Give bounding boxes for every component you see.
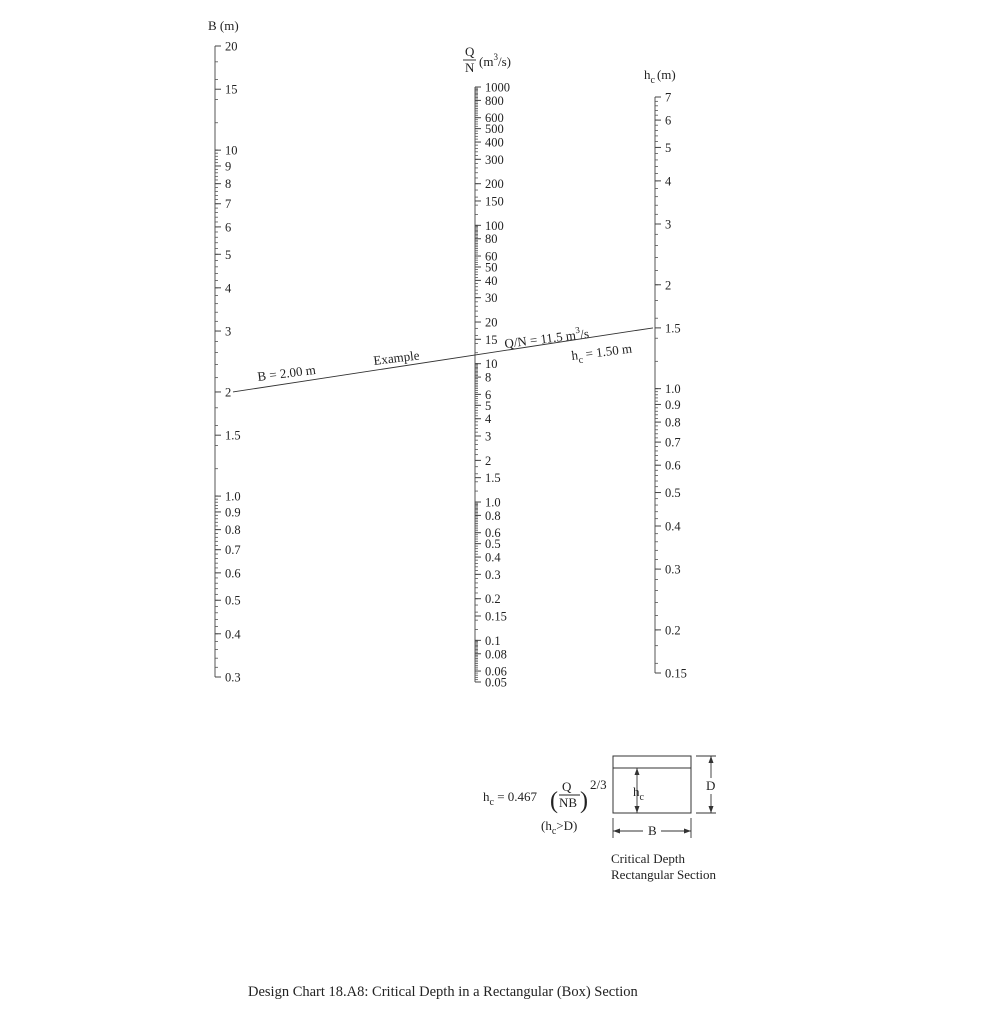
equation-condition: $(h_c>D)$	[541, 818, 578, 837]
rectangular-section-diagram	[611, 756, 717, 882]
b-tick-label: 4	[225, 281, 232, 296]
d-arrow-down-icon	[709, 806, 714, 813]
hc-axis	[655, 91, 687, 681]
b-arrow-left-icon	[613, 829, 620, 834]
equation-close-paren: )	[580, 788, 588, 814]
b-tick-label: 3	[225, 324, 232, 339]
b-tick-label: 0.8	[225, 523, 241, 538]
b-tick-label: 20	[225, 39, 238, 54]
example-qn-label: Q/N = 11.5 $m^3/s$	[503, 324, 590, 351]
qn-tick-label: 10	[485, 357, 498, 372]
hc-tick-label: 0.7	[665, 435, 681, 450]
b-tick-label: 0.4	[225, 627, 241, 642]
qn-axis	[475, 81, 510, 690]
qn-tick-label: 40	[485, 273, 498, 288]
b-tick-label: 8	[225, 177, 232, 192]
qn-tick-label: 0.2	[485, 592, 501, 607]
hc-tick-label: 0.5	[665, 486, 681, 501]
box-section-outline	[613, 756, 691, 813]
hc-tick-label: 7	[665, 90, 672, 105]
qn-tick-label: 15	[485, 332, 498, 347]
qn-tick-label: 20	[485, 315, 498, 330]
equation-lhs: $h_c = 0.467$	[483, 789, 538, 808]
b-tick-label: 0.9	[225, 505, 241, 520]
qn-tick-label: 1000	[485, 80, 510, 95]
b-tick-label: 9	[225, 159, 232, 174]
equation-fraction-numerator: Q	[562, 779, 572, 794]
qn-tick-label: 600	[485, 111, 504, 126]
qn-title-denominator: N	[465, 60, 475, 75]
b-tick-label: 7	[225, 197, 232, 212]
hc-tick-label: 0.3	[665, 562, 681, 577]
qn-tick-label: 50	[485, 260, 498, 275]
qn-tick-label: 0.05	[485, 675, 507, 690]
b-tick-label: 1.5	[225, 428, 241, 443]
qn-tick-label: 0.8	[485, 508, 501, 523]
section-title-line2: Rectangular Section	[611, 867, 717, 882]
hc-tick-label: 1.5	[665, 321, 681, 336]
b-axis	[215, 40, 241, 685]
qn-tick-label: 0.3	[485, 567, 501, 582]
hc-tick-label: 0.2	[665, 623, 681, 638]
qn-tick-label: 200	[485, 177, 504, 192]
hc-tick-label: 0.4	[665, 519, 681, 534]
qn-tick-label: 0.1	[485, 633, 501, 648]
equation-fraction-denominator: NB	[559, 795, 578, 810]
qn-tick-label: 500	[485, 122, 504, 137]
qn-tick-label: 30	[485, 291, 498, 306]
qn-tick-label: 60	[485, 249, 498, 264]
qn-tick-label: 2	[485, 453, 492, 468]
qn-tick-label: 4	[485, 412, 492, 427]
section-hc-label: $h_c$	[633, 784, 644, 803]
hc-tick-label: 2	[665, 278, 672, 293]
b-tick-label: 6	[225, 220, 232, 235]
qn-tick-label: 0.4	[485, 550, 501, 565]
b-arrow-right-icon	[684, 829, 691, 834]
b-tick-label: 0.6	[225, 566, 241, 581]
hc-tick-label: 6	[665, 113, 672, 128]
example-b-label: B = 2.00 m	[256, 361, 317, 384]
hc-tick-label: 0.8	[665, 415, 681, 430]
qn-tick-label: 400	[485, 135, 504, 150]
qn-axis-title	[463, 44, 511, 75]
qn-tick-label: 1.5	[485, 471, 501, 486]
qn-tick-label: 0.6	[485, 526, 501, 541]
qn-title-units: $(m^3/s)$	[479, 52, 511, 69]
b-tick-label: 5	[225, 247, 232, 262]
b-tick-label: 10	[225, 143, 238, 158]
hc-arrow-down-icon	[635, 806, 640, 813]
d-arrow-up-icon	[709, 756, 714, 763]
b-axis-title: B (m)	[208, 18, 239, 33]
section-title-line1: Critical Depth	[611, 851, 686, 866]
hc-tick-label: 0.9	[665, 397, 681, 412]
qn-tick-label: 6	[485, 387, 492, 402]
qn-tick-label: 8	[485, 370, 492, 385]
qn-tick-label: 80	[485, 232, 498, 247]
qn-tick-label: 1.0	[485, 495, 501, 510]
qn-tick-label: 150	[485, 194, 504, 209]
hc-tick-label: 4	[665, 174, 672, 189]
b-tick-label: 0.7	[225, 543, 241, 558]
qn-title-numerator: Q	[465, 44, 475, 59]
example-label: Example	[372, 347, 421, 368]
hc-tick-label: 3	[665, 217, 672, 232]
chart-caption: Design Chart 18.A8: Critical Depth in a Rectangular (Box) Section	[248, 984, 638, 1000]
section-d-label: D	[706, 778, 716, 793]
example-hc-label: $h_c = 1.50$ m	[570, 340, 633, 367]
hc-tick-label: 0.6	[665, 458, 681, 473]
qn-tick-label: 5	[485, 398, 492, 413]
hc-tick-label: 0.15	[665, 666, 687, 681]
critical-depth-equation	[483, 777, 607, 837]
b-tick-label: 0.3	[225, 670, 241, 685]
qn-tick-label: 3	[485, 429, 492, 444]
qn-tick-label: 100	[485, 218, 504, 233]
hc-axis-title	[644, 67, 676, 86]
qn-tick-label: 0.06	[485, 664, 507, 679]
section-b-label: B	[648, 823, 657, 838]
qn-tick-label: 300	[485, 152, 504, 167]
b-tick-label: 2	[225, 385, 232, 400]
b-tick-label: 0.5	[225, 593, 241, 608]
hc-tick-label: 5	[665, 140, 672, 155]
hc-tick-label: 1.0	[665, 382, 681, 397]
qn-tick-label: 0.5	[485, 537, 501, 552]
b-tick-label: 1.0	[225, 489, 241, 504]
qn-tick-label: 800	[485, 93, 504, 108]
equation-open-paren: (	[550, 788, 558, 814]
equation-exponent: 2/3	[590, 777, 607, 792]
qn-tick-label: 0.08	[485, 647, 507, 662]
qn-tick-label: 0.15	[485, 609, 507, 624]
hc-arrow-up-icon	[635, 768, 640, 775]
hc-title-text: $h_c$ (m)	[644, 67, 676, 86]
b-tick-label: 15	[225, 82, 238, 97]
